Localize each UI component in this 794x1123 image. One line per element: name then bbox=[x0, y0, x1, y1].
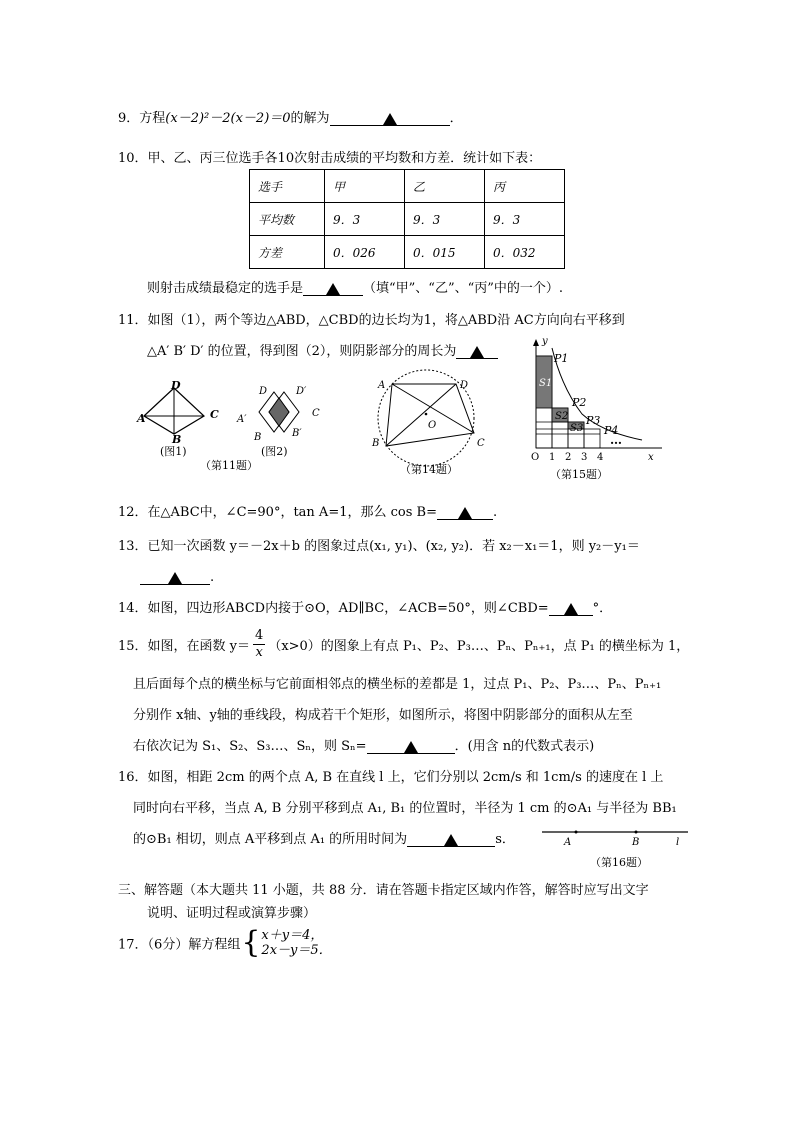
triangle-icon bbox=[458, 507, 472, 519]
label-b: B bbox=[632, 837, 640, 848]
fraction: $\frac{4}{x}$ bbox=[255, 628, 264, 660]
section-3-heading-cont: 说明、证明过程或演算步骤） bbox=[147, 906, 317, 921]
figure-caption: （第14题） bbox=[400, 463, 458, 476]
table-row bbox=[250, 170, 565, 203]
table-cell: 9．3 bbox=[485, 203, 565, 236]
label-a: A bbox=[137, 412, 146, 425]
label-b-prime: B′ bbox=[292, 428, 302, 439]
question-15-line2: 且后面每个点的横坐标与它前面相邻点的横坐标的差都是 1，过点 P₁、P₂、P₃…、Pₙ、Pₙ₊₁ bbox=[133, 677, 662, 692]
table-cell: 方差 bbox=[250, 236, 325, 269]
score-table bbox=[249, 169, 565, 269]
question-17: 17．（6分）解方程组{ x＋y＝4， 2x－y＝5． bbox=[118, 925, 332, 960]
figure-11 bbox=[132, 376, 332, 476]
table-cell: 0．015 bbox=[405, 236, 485, 269]
table-header: 乙 bbox=[405, 170, 485, 203]
figure-11-diagram-2 bbox=[236, 386, 320, 458]
table-cell: 9．3 bbox=[405, 203, 485, 236]
figure-caption: （第15题） bbox=[550, 468, 608, 481]
triangle-icon bbox=[404, 741, 418, 753]
label-s1: S1 bbox=[539, 378, 553, 389]
triangle-icon bbox=[470, 346, 484, 358]
figure-caption: (图2) bbox=[261, 445, 288, 458]
figure-11-diagram-1 bbox=[136, 379, 219, 458]
triangle-icon bbox=[168, 572, 182, 584]
label-p2: P2 bbox=[572, 396, 587, 409]
figure-16 bbox=[540, 822, 690, 872]
table-row bbox=[250, 236, 565, 269]
axis-label-x: x bbox=[648, 452, 654, 463]
table-cell: 0．026 bbox=[325, 236, 405, 269]
table-cell: 0．032 bbox=[485, 236, 565, 269]
figure-15 bbox=[522, 336, 670, 486]
axis-label-y: y bbox=[542, 336, 548, 347]
question-10-stem: 10．甲、乙、丙三位选手各10次射击成绩的平均数和方差．统计如下表： bbox=[118, 151, 542, 166]
question-12: 12．在△ABC中，∠C=90°，tan A=1，那么 cos B= . bbox=[118, 505, 498, 520]
answer-blank[interactable] bbox=[549, 601, 593, 616]
question-14: 14．如图，四边形ABCD内接于⊙O，AD∥BC，∠ACB=50°，则∠CBD= °． bbox=[118, 601, 613, 616]
label-b: B bbox=[372, 438, 380, 449]
figure-caption: (图1) bbox=[160, 445, 187, 458]
figure-caption: （第16题） bbox=[590, 856, 648, 869]
figure-14 bbox=[364, 368, 504, 478]
table-header: 丙 bbox=[485, 170, 565, 203]
tick-label: 3 bbox=[581, 452, 588, 463]
table-header: 选手 bbox=[250, 170, 325, 203]
table-header: 甲 bbox=[325, 170, 405, 203]
triangle-icon bbox=[383, 113, 397, 125]
question-9: 9．方程(x－2)²－2(x－2)＝0的解为 ． bbox=[118, 111, 463, 126]
label-a: A bbox=[378, 380, 386, 391]
question-15-line3: 分别作 x轴、y轴的垂线段，构成若干个矩形，如图所示，将图中阴影部分的面积从左至 bbox=[133, 708, 633, 723]
label-a-prime: A′ bbox=[237, 414, 247, 425]
label-c: C bbox=[477, 438, 485, 449]
label-p4: P4 bbox=[604, 424, 619, 437]
answer-blank[interactable] bbox=[456, 344, 498, 359]
figure-caption: （第11题） bbox=[200, 459, 258, 472]
label-s2: S2 bbox=[555, 411, 569, 422]
label-d: D bbox=[460, 380, 469, 391]
question-16-line1: 16．如图，相距 2cm 的两个点 A, B 在直线 l 上，它们分别以 2cm/s 和 1cm/s 的速度在 l 上 bbox=[118, 770, 664, 785]
tick-label: O bbox=[531, 452, 540, 463]
ellipsis: … bbox=[610, 433, 622, 447]
question-11-line1: 11．如图（1），两个等边△ABD，△CBD的边长均为1，将△ABD沿 AC方向向右平移到 bbox=[118, 313, 625, 328]
label-d: D bbox=[259, 386, 268, 397]
label-l: l bbox=[676, 837, 680, 848]
table-cell: 9．3 bbox=[325, 203, 405, 236]
triangle-icon bbox=[444, 834, 458, 846]
label-s3: S3 bbox=[570, 423, 584, 434]
brace: { bbox=[241, 925, 261, 960]
label-p3: P3 bbox=[586, 414, 601, 427]
triangle-icon bbox=[564, 603, 578, 615]
answer-blank[interactable] bbox=[367, 739, 455, 754]
tick-label: 1 bbox=[549, 452, 556, 463]
label-o: O bbox=[428, 420, 437, 431]
question-15-line1: 15．如图，在函数 y＝ $\frac{4}{x}$ （x>0）的图象上有点 P₁、P₂、P₃…、Pₙ、Pₙ₊₁，点 P₁ 的横坐标为 1， bbox=[118, 628, 690, 660]
question-16-line3: 的⊙B₁ 相切，则点 A平移到点 A₁ 的所用时间为 s． bbox=[133, 832, 515, 847]
label-d-prime: D′ bbox=[296, 386, 307, 397]
question-15-line4: 右依次记为 S₁、S₂、S₃…、Sₙ，则 Sₙ= ．(用含 n的代数式表示) bbox=[133, 739, 595, 754]
equation-system: x＋y＝4， 2x－y＝5． bbox=[261, 928, 332, 958]
answer-blank[interactable] bbox=[303, 281, 363, 296]
section-3-heading: 三、解答题（本大题共 11 小题，共 88 分．请在答题卡指定区域内作答，解答时应写出文字 bbox=[118, 883, 649, 898]
table-cell: 平均数 bbox=[250, 203, 325, 236]
question-13: 13．已知一次函数 y＝－2x＋b 的图象过点(x₁, y₁)、(x₂, y₂)．若 x₂－x₁＝1，则 y₂－y₁＝ bbox=[118, 539, 640, 554]
label-b: B bbox=[172, 433, 182, 446]
label-b: B bbox=[254, 432, 262, 443]
tick-label: 4 bbox=[597, 452, 604, 463]
question-13-answer: . bbox=[140, 570, 214, 585]
answer-blank[interactable] bbox=[437, 505, 493, 520]
question-10-answer-line: 则射击成绩最稳定的选手是 （填“甲”、“乙”、“丙”中的一个）. bbox=[147, 281, 564, 296]
label-p1: P1 bbox=[554, 352, 569, 365]
label-c: C bbox=[210, 408, 219, 421]
answer-blank[interactable] bbox=[140, 570, 210, 585]
answer-blank[interactable] bbox=[330, 111, 450, 126]
label-a: A bbox=[564, 837, 572, 848]
triangle-icon bbox=[326, 283, 340, 295]
table-row bbox=[250, 203, 565, 236]
label-c: C bbox=[312, 408, 320, 419]
question-16-line2: 同时向右平移，当点 A, B 分别平移到点 A₁, B₁ 的位置时，半径为 1 cm 的⊙A₁ 与半径为 BB₁ bbox=[133, 801, 677, 816]
answer-blank[interactable] bbox=[407, 832, 495, 847]
tick-label: 2 bbox=[565, 452, 572, 463]
question-11-line2: △A′ B′ D′ 的位置，得到图（2），则阴影部分的周长为 bbox=[147, 340, 498, 359]
label-d: D bbox=[171, 379, 181, 392]
